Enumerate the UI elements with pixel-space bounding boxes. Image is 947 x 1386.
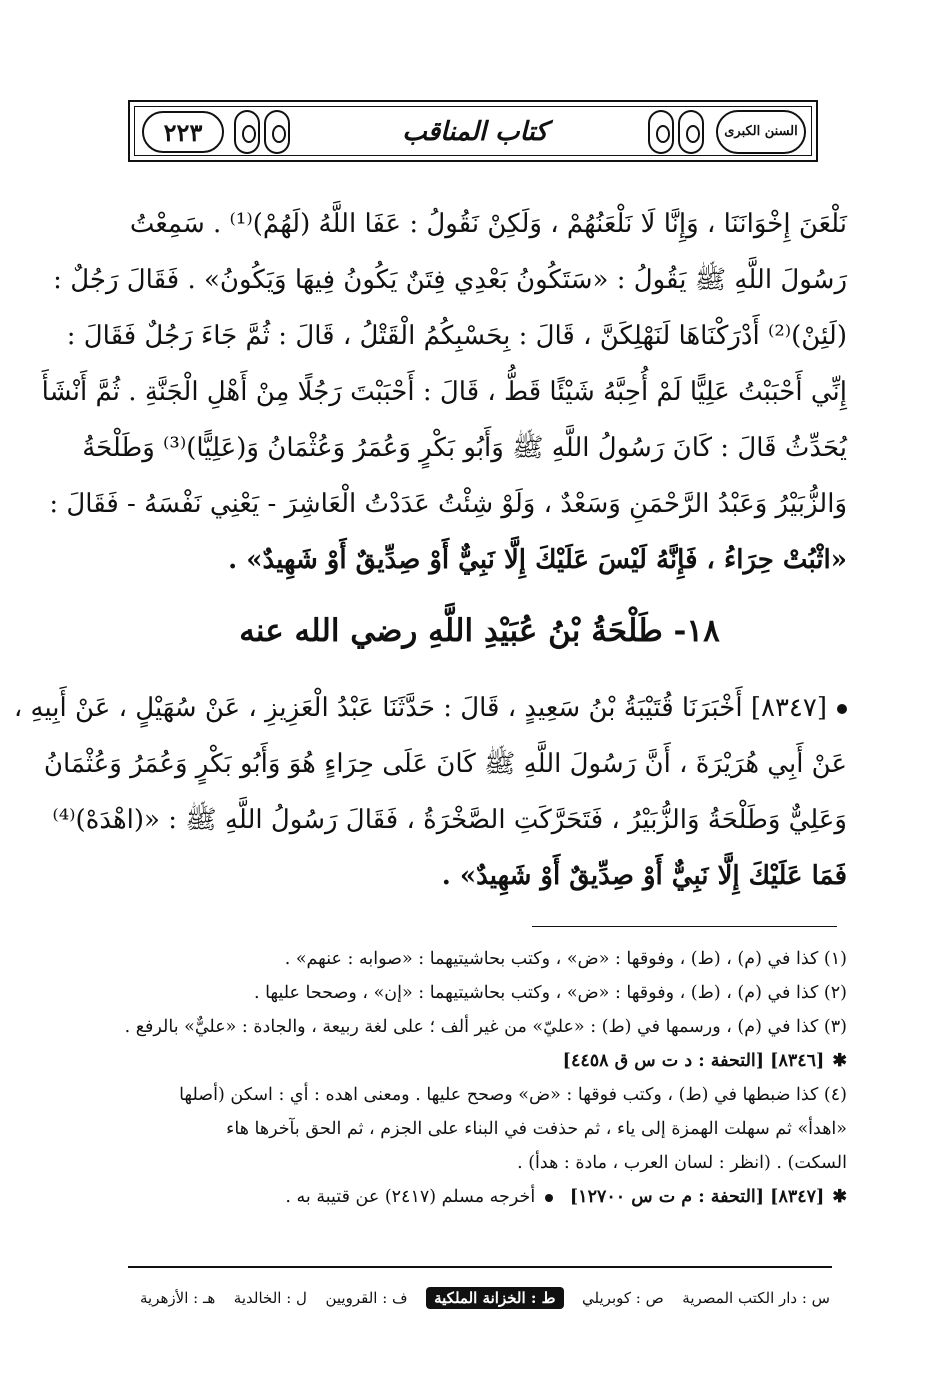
section-title: ١٨- طَلْحَةُ بْنُ عُبَيْدِ اللَّهِ رضي الله عنه [239, 613, 720, 649]
page-number: ٢٢٣ [142, 111, 224, 153]
footnote: (٣) كذا في (م) ، ورسمها في (ط) : «عليّ» من غير ألف ؛ على لغة ربيعة ، والجادة : «عليٌّ» بالرفع . [124, 1017, 847, 1037]
text-line: إِنِّي أَحْبَبْتُ عَلِيًّا لَمْ أُحِبَّهُ شَيْئًا قَطُّ ، قَالَ : أَحْبَبْتَ رَجُلًا مِنْ أَهْلِ الْجَنَّةِ . ثُمَّ أَنْشَأَ [41, 377, 847, 407]
text-line: [٨٣٤٧] أَخْبَرَنَا قُتَيْبَةُ بْنُ سَعِيدٍ ، قَالَ : حَدَّثَنَا عَبْدُ الْعَزِيزِ ، عَنْ سُهَيْلٍ ، عَنْ أَبِيهِ ، [112, 680, 847, 736]
bullet-icon [837, 704, 847, 714]
legend-item-highlighted: ط : الخزانة الملكية [426, 1287, 563, 1309]
manuscript-legend [140, 1282, 830, 1314]
text-line: (لَئِنْ)⁽²⁾ أَدْرَكْنَاهَا لَنَهْلِكَنَّ ، قَالَ : بِحَسْبِكُمُ الْقَتْلُ ، قَالَ : ثُمَّ جَاءَ رَجُلٌ فَقَالَ : [66, 321, 847, 351]
tuhfa-ref: ✱[٨٣٤٦] [التحفة : د ت س ق ٤٤٥٨] [562, 1051, 847, 1071]
paragraph-2 [13, 680, 847, 904]
footer-rule [128, 1266, 832, 1268]
legend-item: هـ : الأزهرية [140, 1289, 216, 1307]
legend-item: س : دار الكتب المصرية [682, 1289, 830, 1307]
ornament-icon [234, 110, 260, 154]
ornament-icon [678, 110, 704, 154]
footnote: (١) كذا في (م) ، (ط) ، وفوقها : «ض» ، وكتب بحاشيتيهما : «صوابه : عنهم» . [284, 949, 847, 969]
text-line: رَسُولَ اللَّهِ ﷺ يَقُولُ : «سَتَكُونُ بَعْدِي فِتَنٌ يَكُونُ فِيهَا وَيَكُونُ» . فَقَالَ رَجُلٌ : [53, 265, 847, 295]
footnote: (٤) كذا ضبطها في (ط) ، وكتب فوقها : «ض» وصحح عليها . ومعنى اهده : أي : اسكن (أصلها [179, 1085, 847, 1105]
text-line: وَالزُّبَيْرُ وَعَبْدُ الرَّحْمَنِ وَسَعْدٌ ، وَلَوْ شِئْتُ عَدَدْتُ الْعَاشِرَ - يَعْنِي نَفْسَهُ - فَقَالَ : [49, 489, 847, 519]
text-line: وَعَلِيٌّ وَطَلْحَةُ وَالزُّبَيْرُ ، فَتَحَرَّكَتِ الصَّخْرَةُ ، فَقَالَ رَسُولُ اللَّهِ ﷺ : «(اهْدَهْ)⁽⁴⁾ [52, 805, 847, 835]
asterisk-icon: ✱ [832, 1051, 847, 1071]
text-line: فَمَا عَلَيْكَ إِلَّا نَبِيٌّ أَوْ صِدِّيقٌ أَوْ شَهِيدٌ» . [441, 861, 847, 891]
text-line: نَلْعَنَ إِخْوَانَنَا ، وَإِنَّا لَا نَلْعَنُهُمْ ، وَلَكِنْ نَقُولُ : عَفَا اللَّهُ (لَهُمْ)⁽¹⁾ . سَمِعْتُ [129, 209, 847, 239]
footnotes [112, 942, 847, 1214]
text-line: يُحَدِّثُ قَالَ : كَانَ رَسُولُ اللَّهِ ﷺ وَأَبُو بَكْرٍ وَعُمَرُ وَعُثْمَانُ وَ(عَلِيًّا)⁽³⁾ وَطَلْحَةُ [82, 433, 847, 463]
footnote: «اهدأ» ثم سهلت الهمزة إلى ياء ، ثم حذفت في البناء على الجزم ، ثم الحق بآخرها هاء [226, 1119, 847, 1139]
paragraph-1 [41, 196, 847, 588]
footnote: (٢) كذا في (م) ، (ط) ، وفوقها : «ض» ، وكتب بحاشيتيهما : «إن» ، وصححا عليها . [253, 983, 847, 1003]
text-line: «اثْبُتْ حِرَاءُ ، فَإِنَّهُ لَيْسَ عَلَيْكَ إِلَّا نَبِيٌّ أَوْ صِدِّيقٌ أَوْ شَهِيدٌ» . [228, 545, 847, 575]
bullet-icon [545, 1194, 553, 1202]
page-header [128, 100, 818, 162]
footnote-separator [532, 926, 837, 927]
legend-item: ص : كوبريلي [582, 1289, 664, 1307]
ornament-icon [264, 110, 290, 154]
text-line: عَنْ أَبِي هُرَيْرَةَ ، أَنَّ رَسُولَ اللَّهِ ﷺ كَانَ عَلَى حِرَاءٍ هُوَ وَأَبُو بَكْرٍ وَعُمَرُ وَعُثْمَانُ [43, 749, 847, 779]
book-logo: السنن الكبرى [716, 110, 806, 154]
asterisk-icon: ✱ [832, 1187, 847, 1207]
book-title: كتاب المناقب [402, 117, 548, 147]
ornament-icon [648, 110, 674, 154]
legend-item: ل : الخالدية [233, 1289, 307, 1307]
legend-item: ف : القرويين [325, 1289, 408, 1307]
tuhfa-ref: ✱[٨٣٤٧] [التحفة : م ت س ١٢٧٠٠] أخرجه مسلم (٢٤١٧) عن قتيبة به . [285, 1187, 847, 1207]
footnote: السكت) . (انظر : لسان العرب ، مادة : هدأ) . [517, 1153, 847, 1173]
